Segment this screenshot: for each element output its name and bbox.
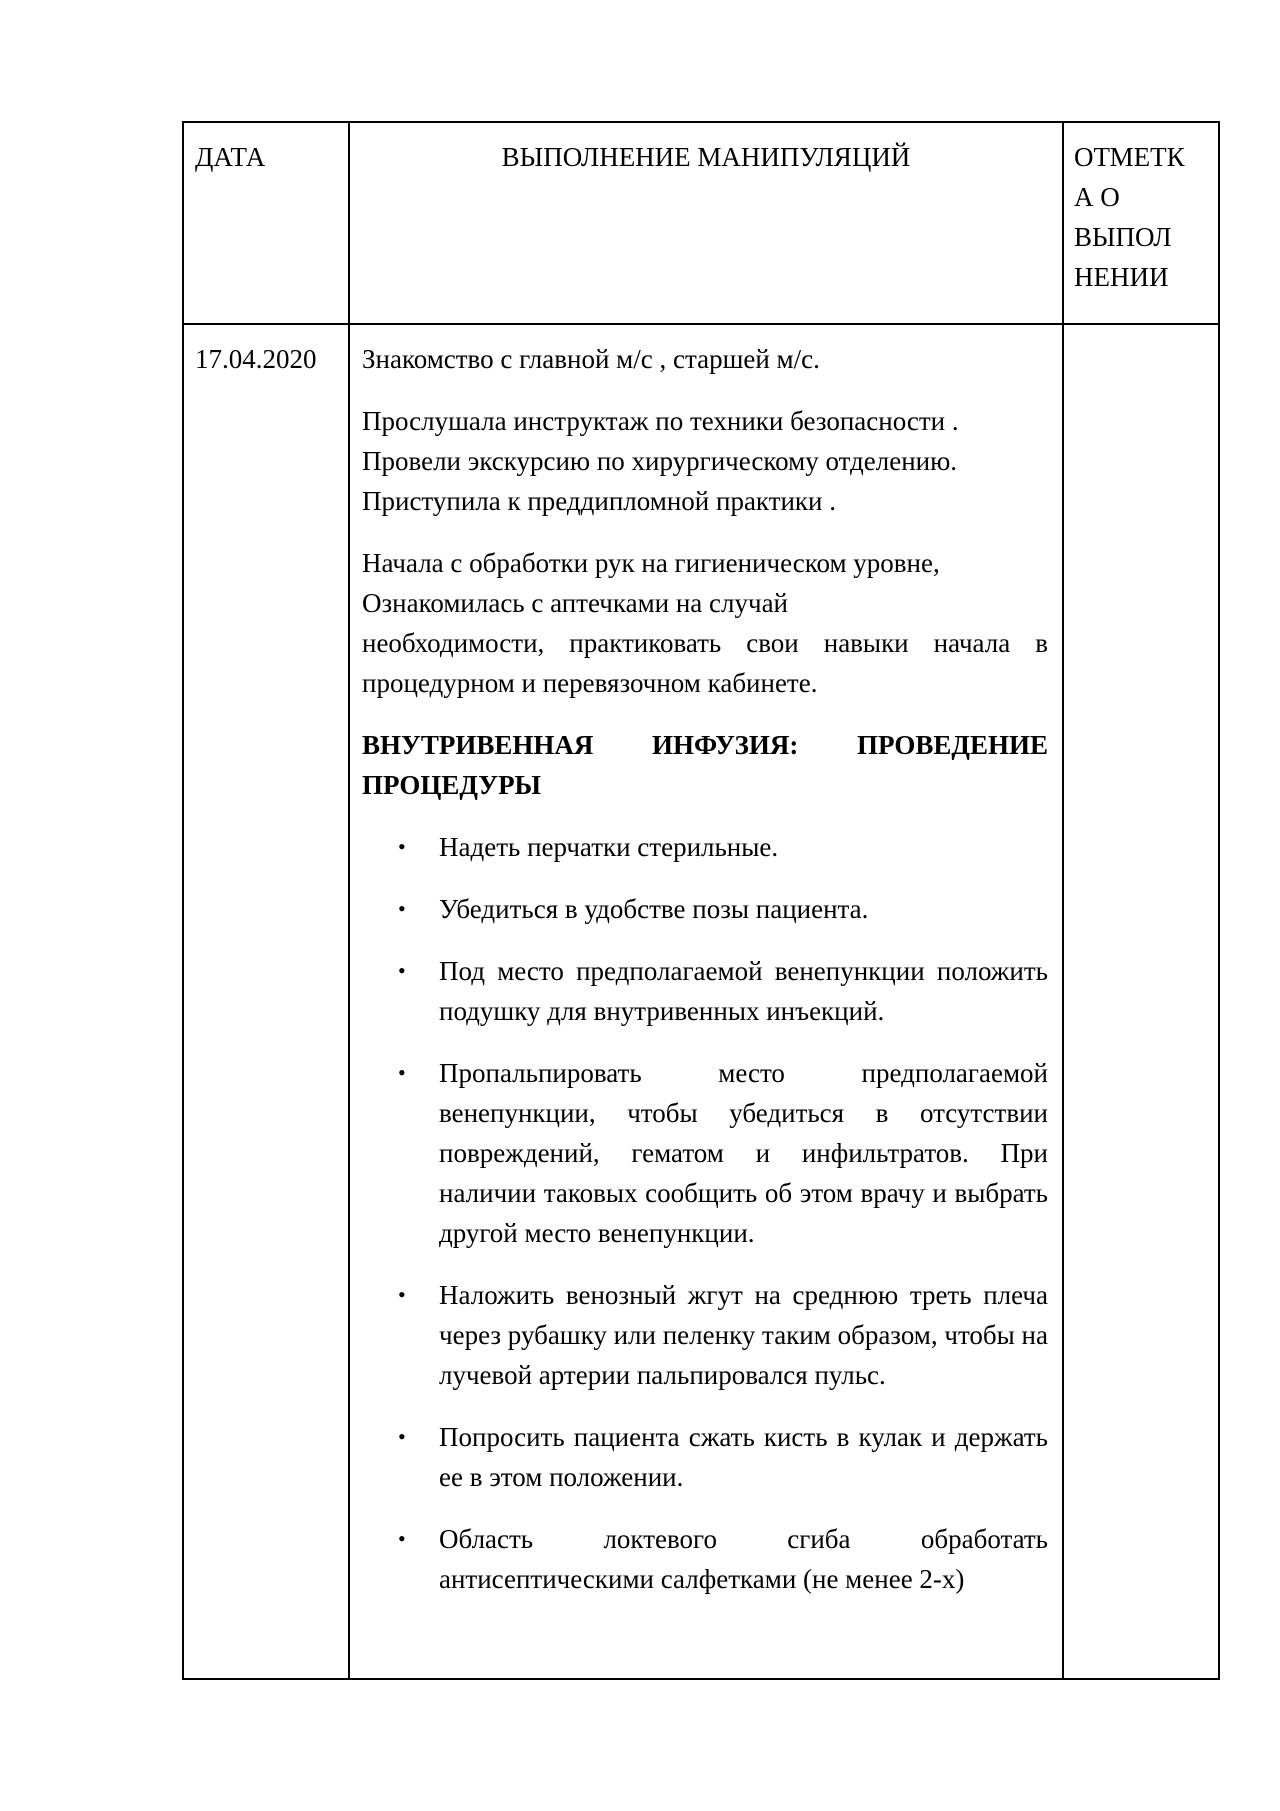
list-item (362, 951, 1048, 1031)
paragraph-line: Начала с обработки рук на гигиеническом уровне, (362, 548, 940, 578)
procedures-cell (349, 324, 1063, 1679)
header-date: ДАТА (195, 142, 266, 172)
paragraph-line: Приступила к преддипломной практики . (362, 486, 837, 516)
paragraph (362, 543, 1048, 703)
step-text: Пропальпировать место предполагаемой венепункции, чтобы убедиться в отсутствии повреждений, гематом и инфильтратов. При наличии таковых сообщить об этом врачу и выбрать другой место венепункции. (439, 1058, 1048, 1248)
header-mark-line: ОТМЕТК (1074, 142, 1185, 172)
list-item (362, 1053, 1048, 1253)
bullet-icon: • (398, 896, 406, 921)
step-text: Область локтевого сгиба обработать антисептическими салфетками (не менее 2-х) (439, 1524, 1048, 1594)
list-item (362, 1519, 1048, 1599)
list-item (362, 1417, 1048, 1497)
procedure-title (362, 725, 1048, 805)
procedure-steps (362, 827, 1048, 1599)
step-text: Попросить пациента сжать кисть в кулак и держать ее в этом положении. (439, 1422, 1048, 1492)
table-header-row (183, 122, 1219, 324)
paragraph-line: Прослушала инструктаж по техники безопасности . (362, 406, 959, 436)
header-mark-line: ВЫПОЛ (1074, 222, 1172, 252)
paragraph-line: Ознакомилась с аптечками на случай (362, 588, 789, 618)
procedure-title-line: ВНУТРИВЕННАЯ ИНФУЗИЯ: ПРОВЕДЕНИЕ (362, 730, 1048, 760)
list-item (362, 827, 1048, 867)
bullet-icon: • (398, 1424, 406, 1449)
bullet-icon: • (398, 1526, 406, 1551)
paragraph (362, 339, 1048, 379)
procedures-content (350, 325, 1062, 1678)
bullet-icon: • (398, 1282, 406, 1307)
bullet-icon: • (398, 834, 406, 859)
row-date: 17.04.2020 (195, 344, 317, 374)
header-date-cell (183, 122, 349, 324)
manipulation-log-table (182, 121, 1220, 1680)
paragraph-line: Знакомство с главной м/с , старшей м/с. (362, 344, 820, 374)
step-text: Наложить венозный жгут на среднюю треть плеча через рубашку или пеленку таким образом, чтобы на лучевой артерии пальпировался пульс. (439, 1280, 1048, 1390)
bullet-icon: • (398, 1060, 406, 1085)
header-mark-line: НЕНИИ (1074, 262, 1169, 292)
paragraph-line: необходимости, практиковать свои навыки начала в (362, 628, 1048, 658)
step-text: Надеть перчатки стерильные. (439, 832, 779, 862)
row-mark (1064, 325, 1218, 339)
header-mark-line: А О (1074, 182, 1120, 212)
table-row (183, 324, 1219, 1679)
date-cell (183, 324, 349, 1679)
mark-cell (1063, 324, 1219, 1679)
list-item (362, 1275, 1048, 1395)
procedure-title-line: ПРОЦЕДУРЫ (362, 770, 542, 800)
bullet-icon: • (398, 958, 406, 983)
header-procedures: ВЫПОЛНЕНИЕ МАНИПУЛЯЦИЙ (501, 142, 911, 172)
paragraph (362, 401, 1048, 521)
paragraph-line: Провели экскурсию по хирургическому отделению. (362, 446, 958, 476)
list-item (362, 889, 1048, 929)
header-procedures-cell (349, 122, 1063, 324)
step-text: Под место предполагаемой венепункции положить подушку для внутривенных инъекций. (439, 956, 1048, 1026)
paragraph-line: процедурном и перевязочном кабинете. (362, 668, 818, 698)
header-mark (1064, 123, 1214, 297)
step-text: Убедиться в удобстве позы пациента. (439, 894, 869, 924)
header-mark-cell (1063, 122, 1219, 324)
